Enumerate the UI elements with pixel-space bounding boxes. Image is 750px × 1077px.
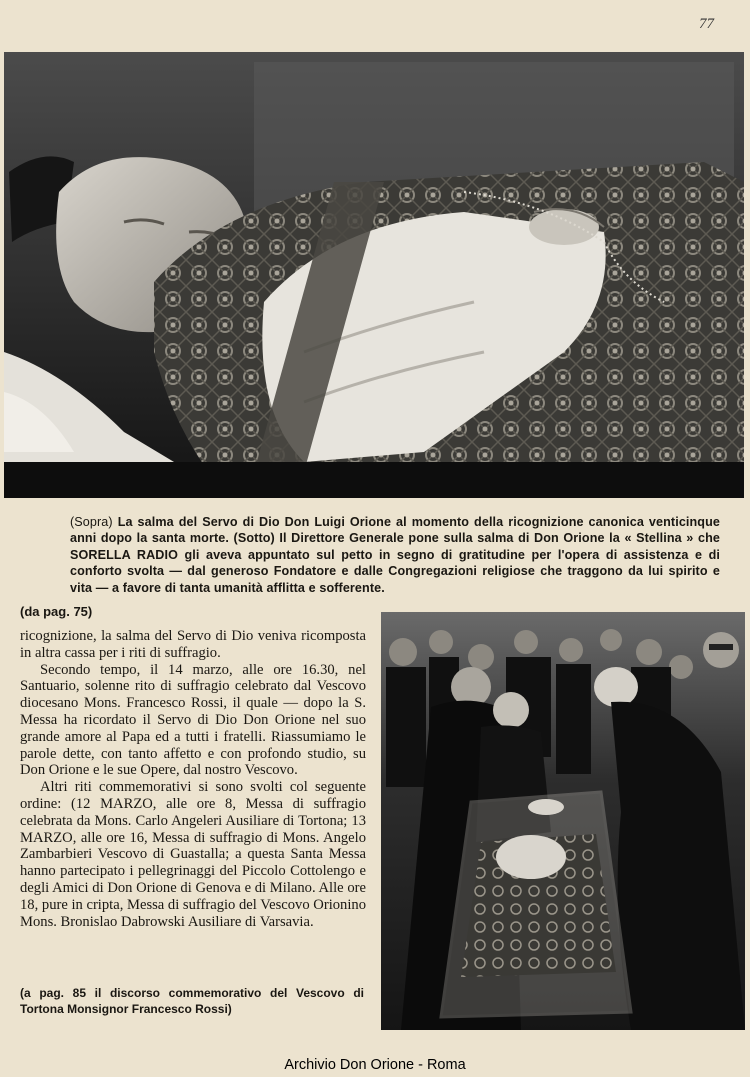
article-paragraph: Altri riti commemorativi si sono svolti col seguente ordine: (12 MARZO, alle ore 8, Messa di suffragio celebrata da Mons. Carlo Angeleri Ausiliare di Tortona; 13 MARZO, alle ore 16, Messa di suffragio di Mons. Angelo Zambarbieri Vescovo di Guastalla; a questa Santa Messa hanno partecipato i pellegrinaggi del Piccolo Cottolengo e degli Amici di Don Orione di Genova e di Milano. Alle ore 18, pure in cripta, Messa di suffragio del Vescovo Orionino Mons. Bronislao Dabrowski Ausiliare di Varsavia. [20, 779, 366, 930]
caption-text: La salma del Servo di Dio Don Luigi Orione al momento della ricognizione canonica venticinque anni dopo la santa morte. (Sotto) Il Direttore Generale pone sulla salma di Don Orione la « Stellina » che SORELLA RADIO gli aveva appuntato sul petto in segno di gratitudine per l'opera di assistenza e di conforto svolta — dal generoso Fondatore e dalle Congregazioni religiose che traggono da lui spirito e vita — a favore di tanta umanità afflitta e sofferente. [70, 515, 720, 595]
page-number: 77 [699, 16, 714, 32]
article-body [20, 628, 366, 930]
photo-ceremony [381, 612, 745, 1030]
caption-lead: (Sopra) [70, 515, 113, 529]
photo-caption [70, 514, 720, 596]
article-paragraph: ricognizione, la salma del Servo di Dio veniva ricomposta in altra cassa per i riti di suffragio. [20, 628, 366, 661]
continued-to-note: (a pag. 85 il discorso commemorativo del Vescovo di Tortona Monsignor Francesco Rossi) [20, 986, 364, 1016]
archive-footer: Archivio Don Orione - Roma [284, 1057, 466, 1073]
continued-from-label: (da pag. 75) [20, 604, 93, 619]
photo-salma [4, 52, 744, 498]
article-paragraph: Secondo tempo, il 14 marzo, alle ore 16.30, nel Santuario, solenne rito di suffragio celebrato dal Vescovo diocesano Mons. Francesco Rossi, il quale — dopo la S. Messa ha ricordato il Servo di Dio Don Orione nel suo grande amore al Papa ed a tutti i fratelli. Riassumiamo le parole dette, con tanto affetto e con profondo studio, su Don Orione e le sue Opere, dal nostro Vescovo. [20, 661, 366, 779]
